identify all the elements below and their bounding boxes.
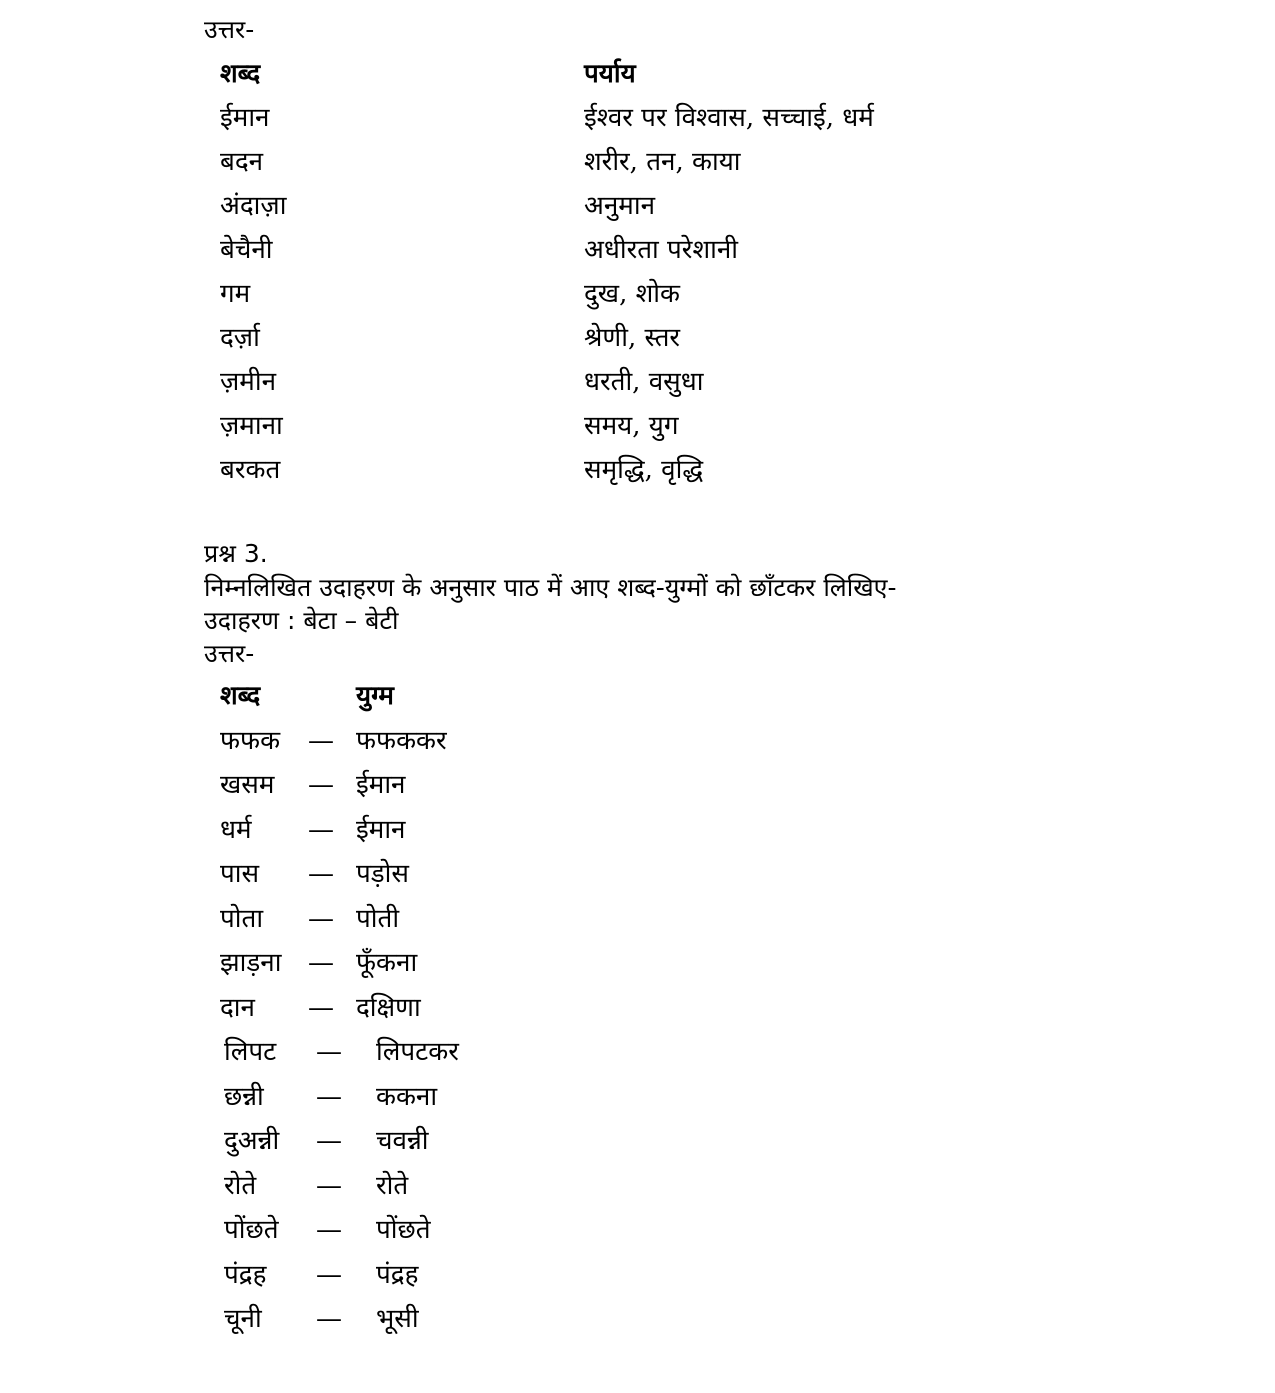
dash-separator: — xyxy=(308,992,334,1023)
word-cell: पोंछते xyxy=(224,1215,279,1245)
dash-separator: — xyxy=(316,1037,342,1067)
word-cell: चूनी xyxy=(224,1304,262,1334)
synonym-cell: अधीरता परेशानी xyxy=(584,235,739,265)
pair-cell: दक्षिणा xyxy=(356,992,421,1023)
word-cell: बरकत xyxy=(220,455,281,485)
pair-cell: पोती xyxy=(356,903,400,934)
word-cell: ईमान xyxy=(220,103,270,133)
header-pair: युग्म xyxy=(356,681,394,711)
word-cell: पास xyxy=(220,859,260,889)
word-cell: अंदाज़ा xyxy=(220,191,287,221)
dash-separator: — xyxy=(308,903,334,934)
pair-cell: फफककर xyxy=(356,725,447,756)
word-cell: छन्नी xyxy=(224,1081,264,1112)
header-word: शब्द xyxy=(220,681,261,711)
word-cell: गम xyxy=(220,279,251,309)
answer-label-2: उत्तर- xyxy=(204,639,255,668)
dash-separator: — xyxy=(308,859,334,889)
dash-separator: — xyxy=(316,1215,342,1245)
word-cell: पंद्रह xyxy=(224,1259,267,1290)
word-cell: रोते xyxy=(224,1170,257,1201)
dash-separator: — xyxy=(316,1304,342,1334)
header-word: शब्द xyxy=(220,59,261,89)
synonym-cell: श्रेणी, स्तर xyxy=(584,323,681,353)
word-cell: खसम xyxy=(220,770,275,800)
dash-separator: — xyxy=(316,1259,342,1290)
pair-cell: फूँकना xyxy=(356,948,418,978)
word-cell: दुअन्नी xyxy=(224,1126,280,1156)
pair-cell: पंद्रह xyxy=(376,1259,419,1290)
header-synonym: पर्याय xyxy=(584,59,636,89)
dash-separator: — xyxy=(316,1126,342,1156)
synonym-cell: धरती, वसुधा xyxy=(584,367,704,397)
pair-cell: पड़ोस xyxy=(356,859,409,889)
synonym-cell: समय, युग xyxy=(584,411,679,441)
dash-separator: — xyxy=(308,725,334,756)
pair-cell: लिपटकर xyxy=(376,1037,459,1067)
synonym-cell: अनुमान xyxy=(584,191,656,221)
synonym-cell: दुख, शोक xyxy=(584,279,680,309)
pair-cell: भूसी xyxy=(376,1304,419,1334)
word-cell: धर्म xyxy=(220,814,252,845)
word-cell: दर्ज़ा xyxy=(220,323,260,353)
question-number: प्रश्न 3. xyxy=(204,539,268,568)
pair-cell: पोंछते xyxy=(376,1215,431,1245)
synonym-cell: ईश्वर पर विश्वास, सच्चाई, धर्म xyxy=(584,103,874,133)
dash-separator: — xyxy=(316,1170,342,1201)
question-text: निम्नलिखित उदाहरण के अनुसार पाठ में आए शब्द-युग्मों को छाँटकर लिखिए- xyxy=(204,573,897,602)
pair-cell: ईमान xyxy=(356,770,406,800)
dash-separator: — xyxy=(308,948,334,978)
word-cell: दान xyxy=(220,992,255,1023)
word-cell: बदन xyxy=(220,147,264,177)
word-cell: बेचैनी xyxy=(220,235,273,265)
synonym-cell: समृद्धि, वृद्धि xyxy=(584,455,704,485)
pair-cell: चवन्नी xyxy=(376,1126,429,1156)
dash-separator: — xyxy=(316,1081,342,1112)
answer-label-1: उत्तर- xyxy=(204,15,255,44)
word-cell: लिपट xyxy=(224,1037,277,1067)
word-cell: पोता xyxy=(220,903,264,934)
word-cell: ज़मीन xyxy=(220,367,277,397)
pair-cell: ककना xyxy=(376,1081,438,1112)
dash-separator: — xyxy=(308,814,334,845)
synonym-cell: शरीर, तन, काया xyxy=(584,147,741,177)
word-cell: ज़माना xyxy=(220,411,283,441)
pair-cell: ईमान xyxy=(356,814,406,845)
question-example: उदाहरण : बेटा – बेटी xyxy=(204,606,399,635)
word-cell: फफक xyxy=(220,725,281,756)
pair-cell: रोते xyxy=(376,1170,409,1201)
dash-separator: — xyxy=(308,770,334,800)
word-cell: झाड़ना xyxy=(220,948,282,978)
